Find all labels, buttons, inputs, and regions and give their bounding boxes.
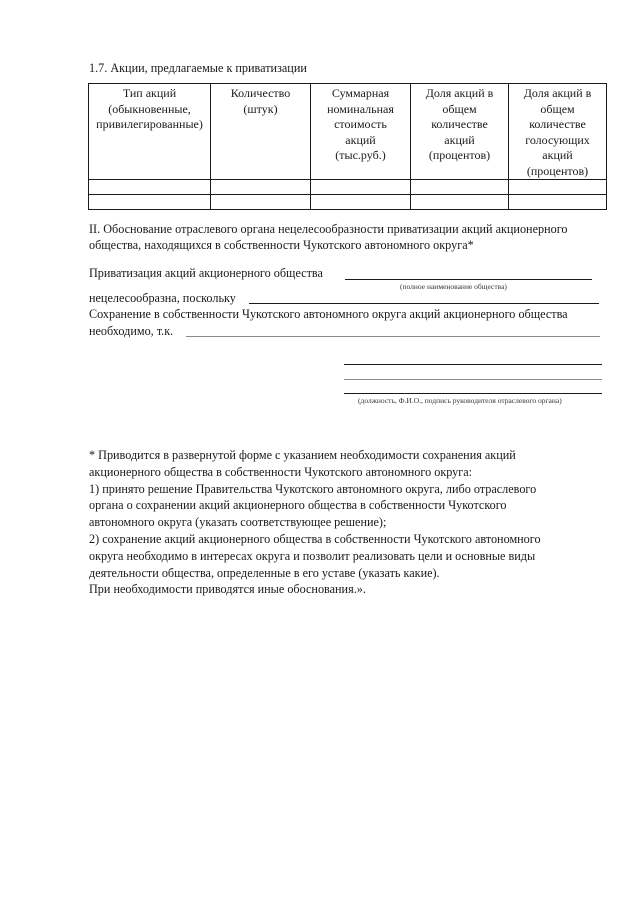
column-header-voting-share-percent: Доля акций в общем количестве голосующих акций (процентов) <box>509 84 607 180</box>
table-cell[interactable] <box>509 195 607 210</box>
inexpedient-label: нецелесообразна, поскольку <box>89 291 236 305</box>
table-cell[interactable] <box>311 195 411 210</box>
table-cell[interactable] <box>509 180 607 195</box>
column-header-share-percent: Доля акций в общем количестве акций (процентов) <box>411 84 509 180</box>
footnote-p4: При необходимости приводятся иные обоснования.». <box>89 582 366 597</box>
table-cell[interactable] <box>89 195 211 210</box>
footnote <box>89 447 603 598</box>
table-cell[interactable] <box>89 180 211 195</box>
section-2-heading-line1: II. Обоснование отраслевого органа нецелесообразности приватизации акций акционерного <box>89 222 568 236</box>
retention-label: необходимо, т.к. <box>89 324 174 338</box>
footnote-p3-line2: округа необходимо в интересах округа и позволит реализовать цели и основные виды <box>89 548 536 563</box>
company-name-field[interactable] <box>345 279 592 280</box>
retention-line1: Сохранение в собственности Чукотского автономного округа акций акционерного общества <box>89 307 568 321</box>
column-header-quantity: Количество (штук) <box>211 84 311 180</box>
table-header-row <box>89 84 607 180</box>
table-cell[interactable] <box>411 180 509 195</box>
footnote-p2-line1: 1) принято решение Правительства Чукотского автономного округа, либо отраслевого <box>89 481 537 496</box>
footnote-p1-line2: акционерного общества в собственности Чукотского автономного округа: <box>89 464 473 479</box>
table-cell[interactable] <box>211 180 311 195</box>
column-header-nominal-value: Суммарная номинальная стоимость акций (тыс.руб.) <box>311 84 411 180</box>
footnote-p3-line1: 2) сохранение акций акционерного общества в собственности Чукотского автономного <box>89 531 541 546</box>
signature-caption: (должность, Ф.И.О., подпись руководителя отраслевого органа) <box>358 396 562 405</box>
section-1-7-heading: 1.7. Акции, предлагаемые к приватизации <box>89 61 307 75</box>
retention-reason-field[interactable] <box>186 336 600 337</box>
table-cell[interactable] <box>211 195 311 210</box>
table-cell[interactable] <box>311 180 411 195</box>
signature-line-3[interactable] <box>344 393 602 394</box>
table-row <box>89 180 607 195</box>
section-2-heading-line2: общества, находящихся в собственности Чукотского автономного округа* <box>89 238 474 252</box>
table-row <box>89 195 607 210</box>
signature-line-1[interactable] <box>344 364 602 365</box>
table-cell[interactable] <box>411 195 509 210</box>
inexpedient-reason-field[interactable] <box>249 303 599 304</box>
company-name-caption: (полное наименование общества) <box>400 282 507 291</box>
footnote-p1-line1: * Приводится в развернутой форме с указанием необходимости сохранения акций <box>89 448 516 462</box>
column-header-share-type: Тип акций (обыкновенные, привилегированные) <box>89 84 211 180</box>
footnote-p2-line2: органа о сохранении акций акционерного общества в собственности Чукотского <box>89 498 507 513</box>
footnote-p3-line3: деятельности общества, определенные в его уставе (указать какие). <box>89 565 440 580</box>
footnote-p2-line3: автономного округа (указать соответствующее решение); <box>89 515 387 530</box>
shares-table <box>88 83 607 210</box>
privatization-label: Приватизация акций акционерного общества <box>89 266 323 280</box>
signature-line-2[interactable] <box>344 379 602 380</box>
